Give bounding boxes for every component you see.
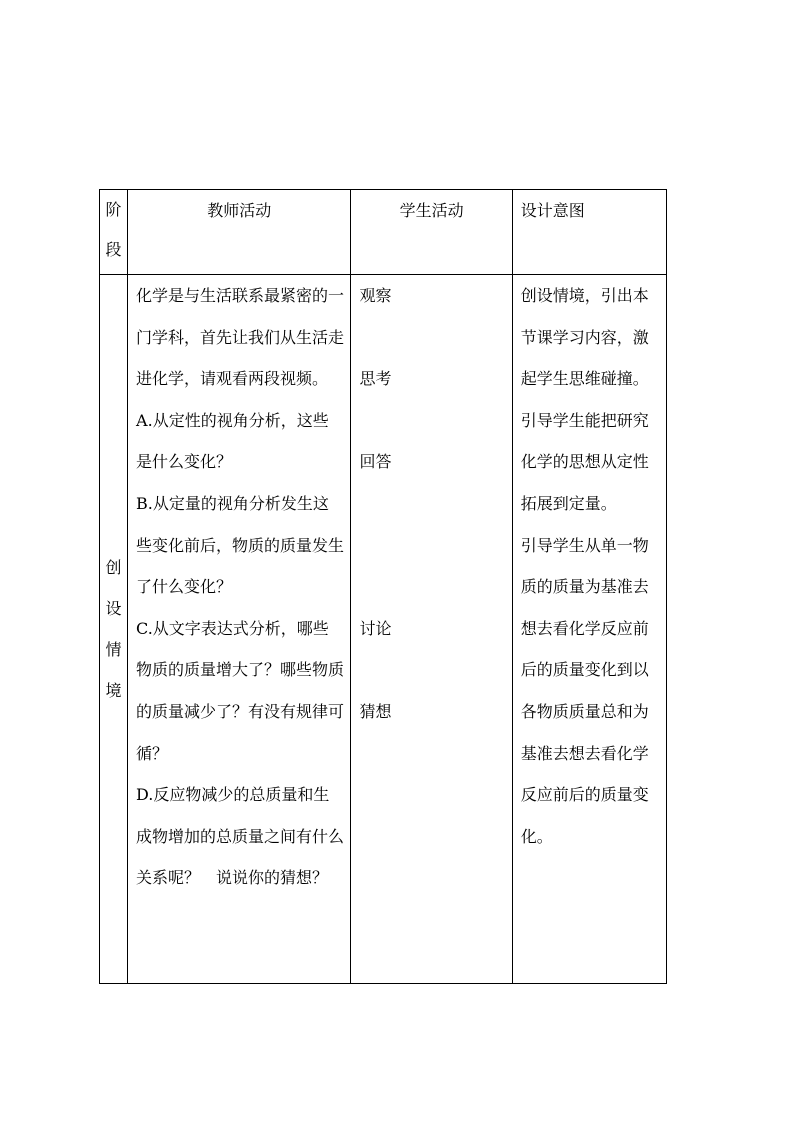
header-teacher-activity: 教师活动	[128, 190, 351, 275]
student-activity-blank	[359, 525, 511, 567]
teacher-question-d: D.反应物减少的总质量和生成物增加的总质量之间有什么关系呢？ 说说你的猜想？	[136, 785, 345, 888]
student-activity-guess: 猜想	[359, 701, 392, 721]
teacher-question-a: A.从定性的视角分析，这些是什么变化？	[136, 410, 329, 472]
intent-paragraph: 引导学生能把研究化学的思想从定性拓展到定量。	[520, 410, 649, 513]
student-activity-blank	[359, 649, 511, 691]
student-activity-blank	[359, 317, 511, 359]
header-student-activity: 学生活动	[351, 190, 512, 275]
student-activity-discuss: 讨论	[359, 618, 392, 638]
intent-paragraph: 引导学生从单一物质的质量为基准去想去看化学反应前后的质量变化到以各物质质量总和为基准去想去看化学反应前后的质量变化。	[520, 535, 649, 846]
student-activity-cell	[351, 275, 512, 984]
stage-char: 境	[105, 681, 122, 700]
teacher-activity-cell	[128, 275, 351, 984]
student-activity-think: 思考	[359, 369, 392, 389]
stage-char: 创	[105, 558, 122, 577]
student-activity-blank	[359, 566, 511, 608]
teacher-question-b: B.从定量的视角分析发生这些变化前后，物质的质量发生了什么变化？	[136, 493, 345, 597]
student-activity-observe: 观察	[359, 286, 392, 305]
lesson-plan-table	[99, 189, 667, 984]
header-stage-char: 阶	[105, 200, 122, 219]
header-stage	[100, 190, 128, 275]
stage-name-cell	[100, 275, 128, 984]
intent-paragraph: 创设情境，引出本节课学习内容，激起学生思维碰撞。	[520, 286, 649, 389]
stage-char: 设	[105, 599, 122, 618]
student-activity-answer: 回答	[359, 452, 392, 472]
teacher-paragraph: 化学是与生活联系最紧密的一门学科，首先让我们从生活走进化学，请观看两段视频。	[136, 286, 345, 389]
table-row	[100, 275, 667, 984]
header-stage-char: 段	[105, 240, 122, 259]
student-activity-blank	[359, 400, 511, 442]
teacher-question-c: C.从文字表达式分析，哪些物质的质量增大了？哪些物质的质量减少了？有没有规律可循？	[136, 618, 345, 763]
table-header-row	[100, 190, 667, 275]
header-design-intent: 设计意图	[512, 190, 666, 275]
student-activity-blank	[359, 483, 511, 525]
stage-char: 情	[105, 640, 122, 659]
design-intent-cell	[512, 275, 666, 984]
